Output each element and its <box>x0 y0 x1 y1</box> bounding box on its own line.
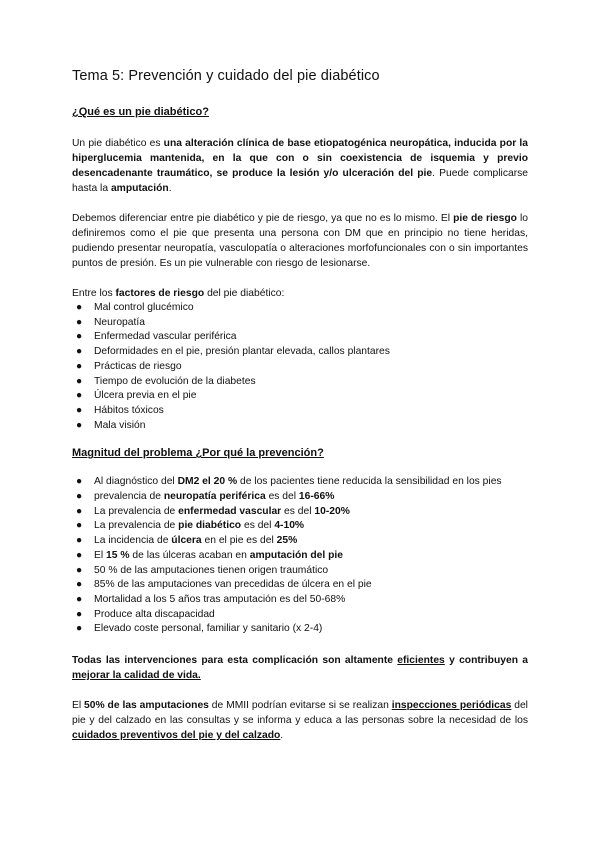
list-item-text: Neuropatía <box>94 316 145 328</box>
bullet-icon: ● <box>76 608 83 620</box>
body-text: es del <box>281 505 315 517</box>
document-page <box>72 68 528 743</box>
emphasis-text: cuidados preventivos del pie y del calzado <box>72 730 281 742</box>
body-text: de los pacientes tiene reducida la sensibilidad en los pies <box>237 476 502 488</box>
bullet-icon: ● <box>76 360 83 372</box>
emphasis-text: neuropatía periférica <box>163 491 266 503</box>
emphasis-text: eficientes <box>397 655 445 667</box>
conclusion-paragraph <box>72 653 528 683</box>
list-item <box>72 534 528 549</box>
body-text: Debemos diferenciar entre pie diabético y pie de riesgo, ya que no es lo mismo. El <box>72 213 454 224</box>
emphasis-text: y contribuyen a <box>444 655 528 667</box>
bullet-icon: ● <box>76 491 83 503</box>
list-item <box>72 490 528 505</box>
bullet-icon: ● <box>76 346 83 358</box>
list-item <box>72 519 528 534</box>
body-text: prevalencia de <box>94 491 164 503</box>
list-item-text: Prácticas de riesgo <box>94 360 182 372</box>
risk-factors-list <box>72 301 528 433</box>
section-heading-what-is: ¿Qué es un pie diabético? <box>72 106 209 118</box>
body-text: es del <box>241 520 275 532</box>
bullet-icon: ● <box>76 564 83 576</box>
list-item-text: Mal control glucémico <box>94 302 194 313</box>
list-item <box>72 549 528 564</box>
list-item <box>72 316 528 331</box>
emphasis-text: Todas las intervenciones para esta complicación son altamente <box>72 655 398 667</box>
bullet-icon: ● <box>76 302 83 313</box>
emphasis-text: 16-66% <box>298 491 335 503</box>
list-item <box>72 475 528 490</box>
bullet-icon: ● <box>76 419 83 431</box>
list-item <box>72 404 528 419</box>
emphasis-text: 25% <box>276 535 298 547</box>
emphasis-text: enfermedad vascular <box>178 505 282 517</box>
body-text: 85% de las amputaciones van precedidas de úlcera en el pie <box>94 579 372 591</box>
list-item <box>72 419 528 434</box>
body-text: Un pie diabético es <box>72 138 164 149</box>
list-item <box>72 389 528 404</box>
body-text: Entre los <box>72 288 116 299</box>
emphasis-text: pie de riesgo <box>453 213 517 224</box>
bullet-icon: ● <box>76 331 83 343</box>
bullet-icon: ● <box>76 375 83 387</box>
emphasis-text: DM2 el 20 % <box>177 476 238 488</box>
bullet-icon: ● <box>76 390 83 402</box>
list-item <box>72 375 528 390</box>
list-item <box>72 301 528 316</box>
risk-foot-paragraph <box>72 211 528 271</box>
list-item <box>72 593 528 608</box>
bullet-icon: ● <box>76 623 83 635</box>
bullet-icon: ● <box>76 505 83 517</box>
body-text: . Puede complicarse hasta la <box>72 168 528 194</box>
magnitude-list <box>72 475 528 637</box>
bullet-icon: ● <box>76 579 83 591</box>
emphasis-text: 4-10% <box>274 520 305 532</box>
body-text: El <box>72 700 85 712</box>
list-item <box>72 345 528 360</box>
body-text: . <box>280 730 284 742</box>
body-text: es del <box>265 491 299 503</box>
emphasis-text: factores de riesgo <box>115 288 205 299</box>
body-text: Al diagnóstico del <box>94 476 178 488</box>
section-heading-magnitude: Magnitud del problema ¿Por qué la prevención? <box>72 447 324 460</box>
list-item-text: Hábitos tóxicos <box>94 404 164 416</box>
list-item-text: Tiempo de evolución de la diabetes <box>94 375 256 387</box>
emphasis-text: amputación del pie <box>249 549 343 561</box>
final-paragraph <box>72 698 528 743</box>
emphasis-text: úlcera <box>171 535 202 547</box>
bullet-icon: ● <box>76 316 83 328</box>
emphasis-text: una alteración clínica de base etiopatogénica neuropática, inducida por la hiperglucemia mantenida, en la que con o sin coexistencia de isquemia y previo desencadenante traumático, se produce la lesión y/o ulceración del pie <box>72 138 528 179</box>
list-item-text: Enfermedad vascular periférica <box>94 331 237 343</box>
body-text: Mortalidad a los 5 años tras amputación es del 50-68% <box>94 593 346 605</box>
bullet-icon: ● <box>76 520 83 532</box>
list-item <box>72 608 528 623</box>
emphasis-text: inspecciones periódicas <box>391 700 512 712</box>
body-text: lo definiremos como el pie que presenta una persona con DM que en principio no tiene heridas, pudiendo presentar neuropatía, vasculopatía o alteraciones morfofuncionales con o sin importantes puntos de presión. Es un pie vulnerable con riesgo de lesionarse. <box>72 213 528 269</box>
body-text: en el pie es del <box>201 535 277 547</box>
body-text: del pie diabético: <box>204 288 285 299</box>
body-text: Elevado coste personal, familiar y sanitario (x 2-4) <box>94 623 323 635</box>
list-item <box>72 578 528 593</box>
emphasis-text: 15 % <box>106 549 130 561</box>
emphasis-text: 50% de las amputaciones <box>84 700 209 712</box>
emphasis-text: mejorar la calidad de vida. <box>72 670 201 682</box>
list-item-text: Deformidades en el pie, presión plantar elevada, callos plantares <box>94 346 390 358</box>
list-item <box>72 505 528 520</box>
body-text: Produce alta discapacidad <box>94 608 215 620</box>
body-text: de las amputaciones tienen origen traumático <box>117 564 329 576</box>
emphasis-text: 10-20% <box>314 505 350 517</box>
bullet-icon: ● <box>76 535 83 547</box>
page-title: Tema 5: Prevención y cuidado del pie diabético <box>72 68 380 84</box>
list-item <box>72 564 528 579</box>
risk-factors-intro <box>72 286 528 301</box>
emphasis-text: amputación <box>110 183 169 194</box>
list-item <box>72 330 528 345</box>
bullet-icon: ● <box>76 404 83 416</box>
body-text: 50 % <box>94 564 118 576</box>
body-text: La incidencia de <box>94 535 172 547</box>
body-text: de las úlceras acaban en <box>129 549 250 561</box>
body-text: La prevalencia de <box>94 505 179 517</box>
bullet-icon: ● <box>76 476 83 488</box>
definition-paragraph <box>72 136 528 196</box>
body-text: del pie y del calzado en las consultas y se informa y educa a las personas sobre la necesidad de los <box>72 700 528 727</box>
bullet-icon: ● <box>76 549 83 561</box>
body-text: El <box>94 549 107 561</box>
list-item <box>72 622 528 637</box>
body-text: de MMII podrían evitarse si se realizan <box>208 700 392 712</box>
emphasis-text: pie diabético <box>178 520 242 532</box>
body-text: . <box>168 183 172 194</box>
list-item <box>72 360 528 375</box>
body-text: La prevalencia de <box>94 520 179 532</box>
bullet-icon: ● <box>76 593 83 605</box>
list-item-text: Úlcera previa en el pie <box>94 390 197 402</box>
list-item-text: Mala visión <box>94 419 146 431</box>
